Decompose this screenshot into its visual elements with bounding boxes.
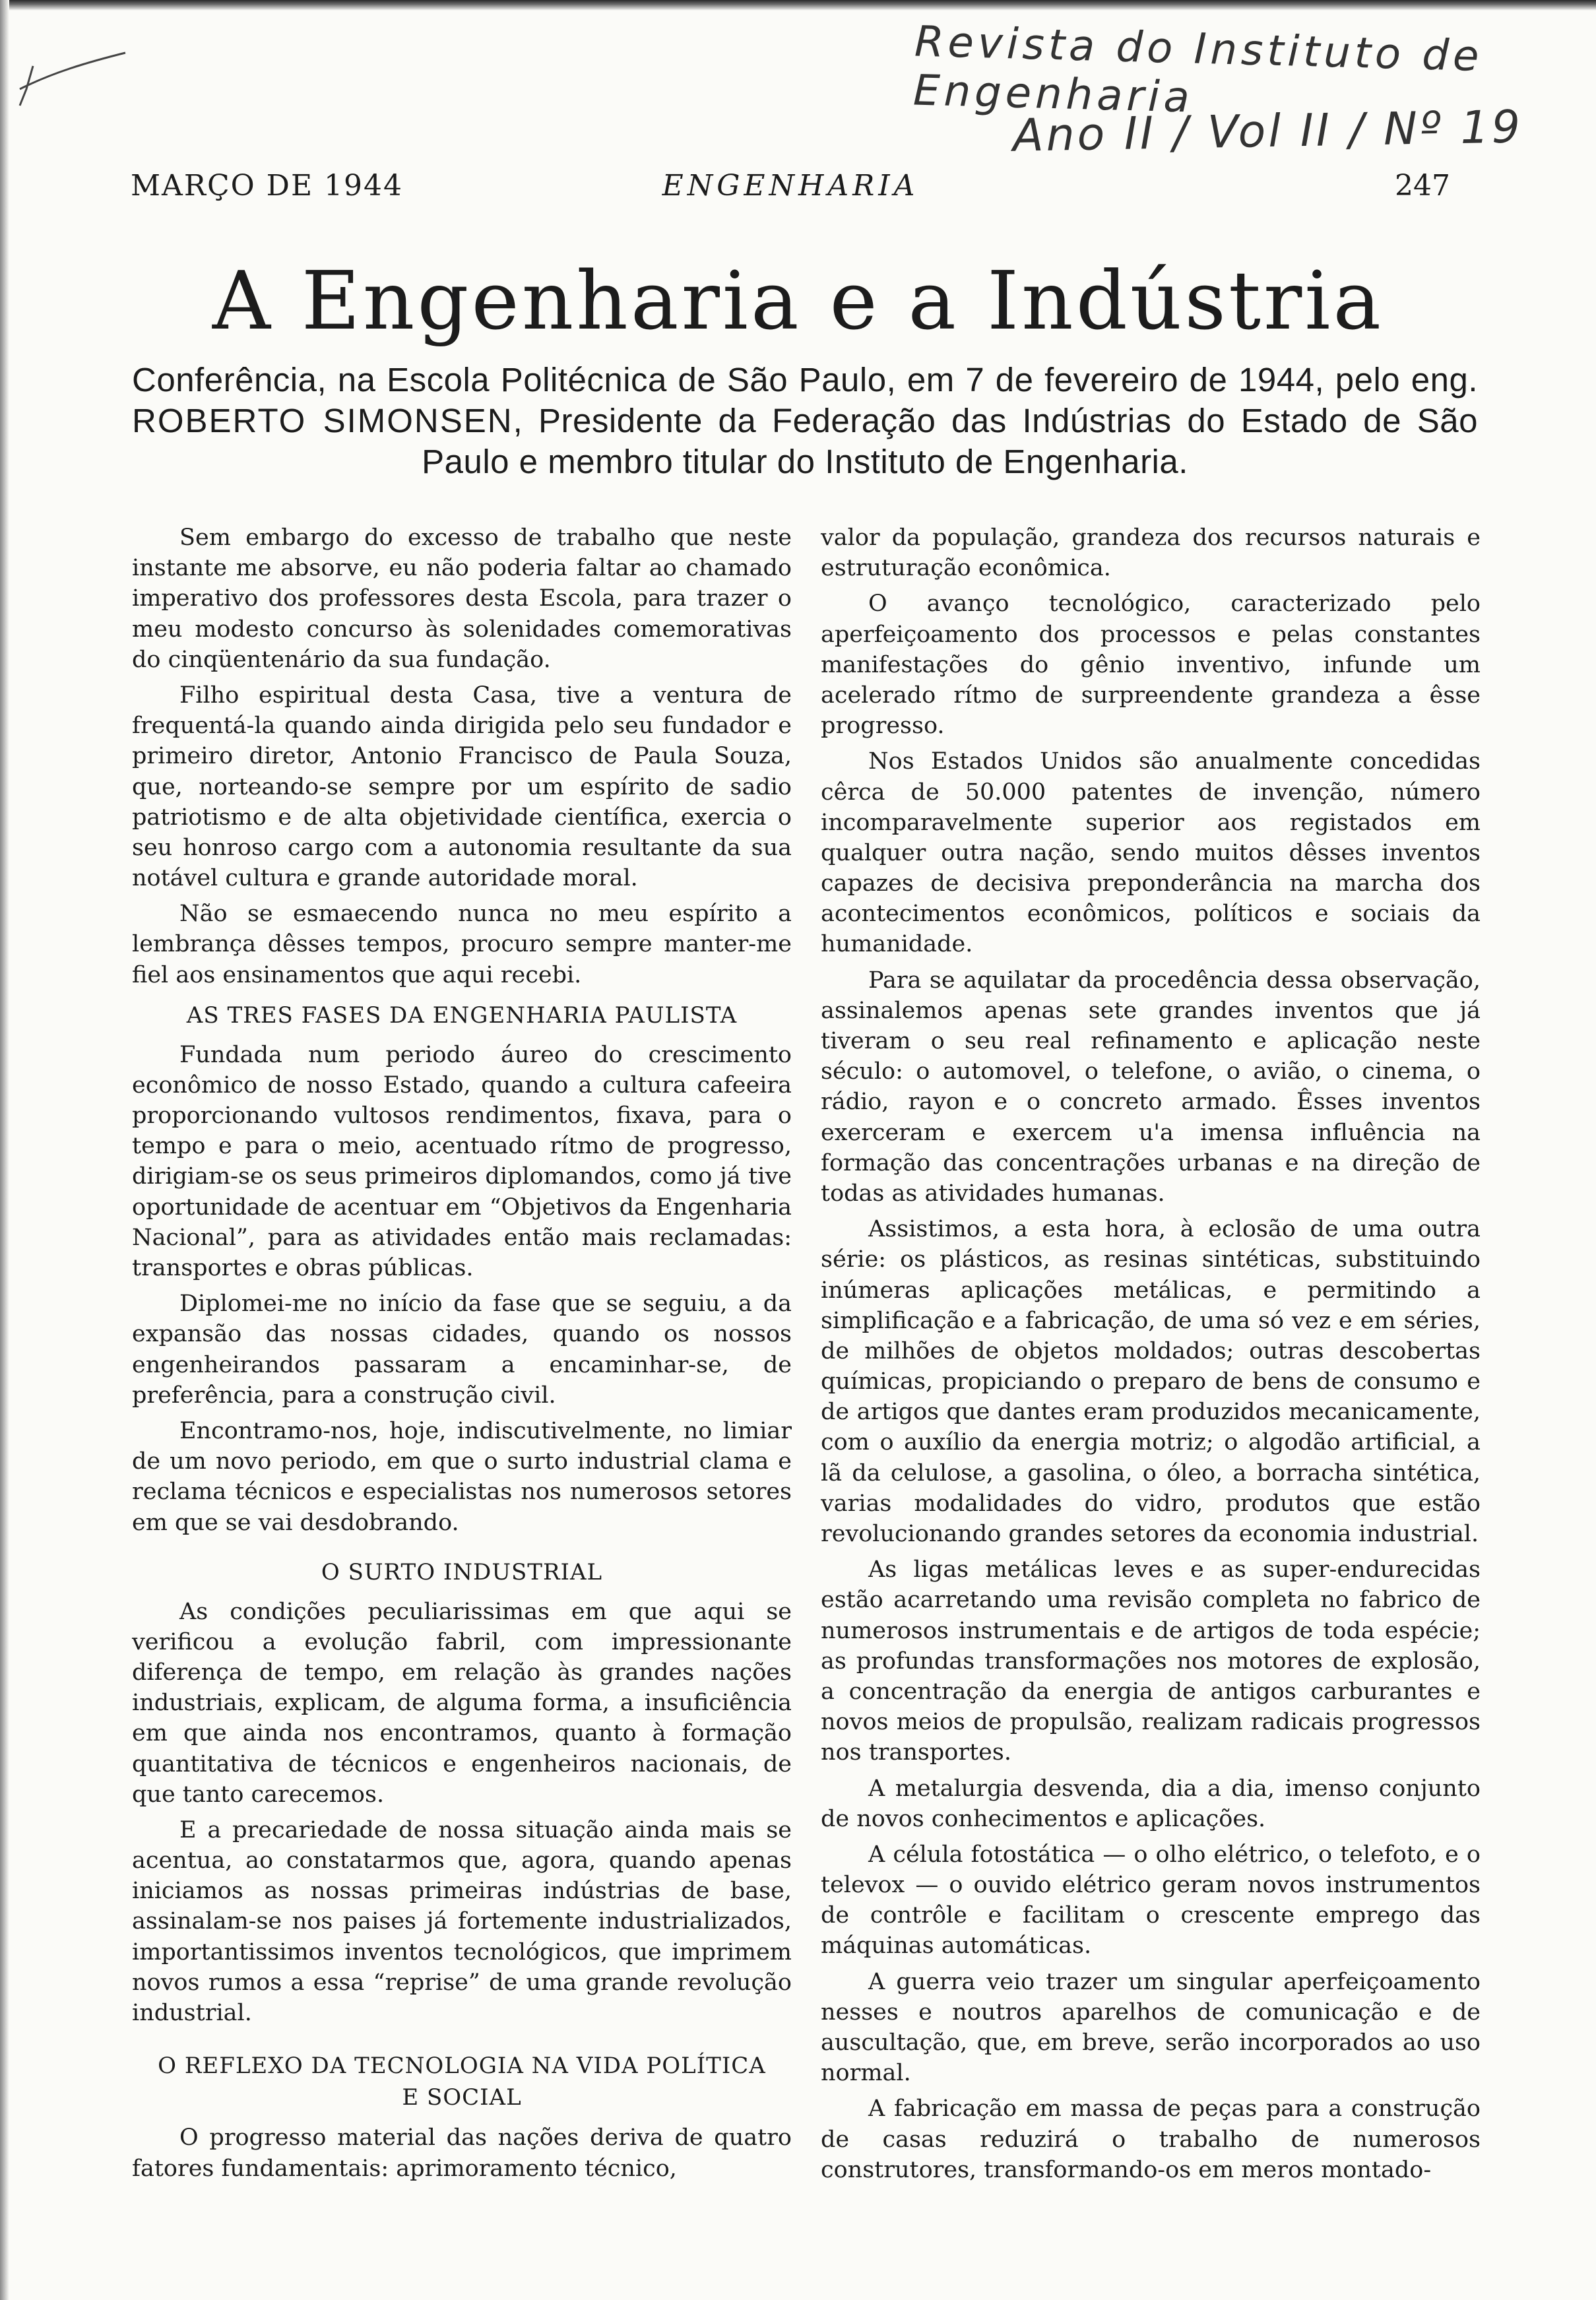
subtitle-tail: , Presidente da Federação das Indústrias do Estado de São Paulo e membro titular do Instituto de Engenharia. (422, 402, 1479, 481)
scan-edge-top (0, 0, 1596, 11)
paragraph: Assistimos, a esta hora, à eclosão de uma outra série: os plásticos, as resinas sintéticas, substituindo inúmeras aplicações metálicas, e permitindo a simplificação e a fabricação, de uma só vez e em séries, de milhões de objetos moldados; outras descobertas químicas, propiciando o preparo de bens de consumo e de artigos que dantes eram produzidos mecanicamente, com o auxílio da energia motriz; o algodão artificial, a lã da celulose, a gasolina, o óleo, a borracha sintética, varias modalidades do vidro, produtos que estão revolucionando grandes setores da economia industrial. (821, 1216, 1481, 1547)
paragraph: A metalurgia desvenda, dia a dia, imenso conjunto de novos conhecimentos e aplicações. (821, 1775, 1481, 1832)
paragraph: Diplomei-me no início da fase que se seguiu, a da expansão das nossas cidades, quando os nossos engenheirandos passaram a encaminhar-se, de preferência, para a construção civil. (132, 1291, 792, 1409)
handwritten-note-line2: Ano II / Vol II / Nº 19 (1012, 101, 1523, 162)
paragraph: As ligas metálicas leves e as super-endurecidas estão acarretando uma revisão completa no fabrico de numerosos instrumentais e de artigos de toda espécie; as profundas transformações nos motores de explosão, a concentração da energia de antigos carburantes e novos meios de propulsão, realizam radicais progressos nos transportes. (821, 1556, 1481, 1766)
author-name: ROBERTO SIMONSEN (132, 402, 513, 440)
paragraph: O progresso material das nações deriva de quatro fatores fundamentais: aprimoramento técnico, (132, 2124, 792, 2182)
subtitle-lead: Conferência, na Escola Politécnica de São Paulo, em 7 de fevereiro de 1944, pelo eng. (132, 361, 1478, 399)
paragraph: A célula fotostática — o olho elétrico, o telefoto, e o televox — o ouvido elétrico geram novos instrumentos de contrôle e facilitam o crescente emprego das máquinas automáticas. (821, 1841, 1481, 1960)
paragraph: A fabricação em massa de peças para a construção de casas reduzirá o trabalho de numerosos construtores, transformando-os em meros montado- (821, 2095, 1481, 2183)
paragraph: A guerra veio trazer um singular aperfeiçoamento nesses e noutros aparelhos de comunicação e de auscultação, que, em breve, serão incorporados ao uso normal. (821, 1968, 1481, 2087)
page-number: 247 (1395, 169, 1450, 203)
left-column (132, 523, 792, 2189)
right-column (821, 523, 1481, 2190)
article-title: A Engenharia e a Indústria (212, 254, 1384, 348)
paragraph: O avanço tecnológico, caracterizado pelo aperfeiçoamento dos processos e pelas constantes manifestações do gênio inventivo, infunde um acelerado rítmo de surpreendente grandeza a êsse progresso. (821, 591, 1481, 740)
section-heading: AS TRES FASES DA ENGENHARIA PAULISTA (186, 1002, 738, 1029)
paragraph: Nos Estados Unidos são anualmente concedidas cêrca de 50.000 patentes de invenção, número incomparavelmente superior aos registados em qualquer outra nação, sendo muitos dêsses inventos capazes de decisiva preponderância na marcha dos acontecimentos econômicos, políticos e sociais da humanidade. (821, 748, 1481, 958)
article-subtitle (132, 360, 1478, 483)
handwritten-note-line1: Revista do Instituto de Engenharia (912, 17, 1484, 123)
paragraph: valor da população, grandeza dos recursos naturais e estruturação econômica. (821, 525, 1481, 582)
paragraph: Sem embargo do excesso de trabalho que neste instante me absorve, eu não poderia faltar ao chamado imperativo dos professores desta Escola, para trazer o meu modesto concurso às solenidades comemorativas do cinqüentenário da sua fundação. (132, 525, 792, 673)
issue-date: MARÇO DE 1944 (131, 169, 404, 203)
paragraph: Encontramo-nos, hoje, indiscutivelmente, no limiar de um novo periodo, em que o surto industrial clama e reclama técnicos e especialistas nos numerosos setores em que se vai desdobrando. (132, 1417, 792, 1536)
paragraph: Fundada num periodo áureo do crescimento econômico de nosso Estado, quando a cultura cafeeira proporcionando vultosos rendimentos, fixava, para o tempo e para o meio, acentuado rítmo de progresso, dirigiam-se os seus primeiros diplomandos, como já tive oportunidade de acentuar em “Objetivos da Engenharia Nacional”, para as atividades então mais reclamadas: transportes e obras públicas. (132, 1041, 792, 1281)
paragraph: Para se aquilatar da procedência dessa observação, assinalemos apenas sete grandes inventos que já tiveram o seu real refinamento e aplicação neste século: o automovel, o telefone, o avião, o cinema, o rádio, rayon e o concreto armado. Êsses inventos exerceram e exercem u'a imensa influência na formação das concentrações urbanas e na direção de todas as atividades humanas. (821, 967, 1481, 1207)
paragraph: Filho espiritual desta Casa, tive a ventura de frequentá-la quando ainda dirigida pelo seu fundador e primeiro diretor, Antonio Francisco de Paula Souza, que, norteando-se sempre por um espírito de sadio patriotismo e de alta objetividade científica, exercia o seu honroso cargo com a autonomia resultante da sua notável cultura e grande autoridade moral. (132, 682, 792, 892)
paragraph: Não se esmaecendo nunca no meu espírito a lembrança dêsses tempos, procuro sempre manter-me fiel aos ensinamentos que aqui recebi. (132, 901, 792, 988)
section-heading-line1: O REFLEXO DA TECNOLOGIA NA VIDA POLÍTICA (158, 2053, 766, 2080)
paragraph: E a precariedade de nossa situação ainda mais se acentua, ao constatarmos que, agora, quando apenas iniciamos as nossas primeiras indústrias de base, assinalam-se nos paises já fortemente industrializados, importantissimos inventos tecnológicos, que imprimem novos rumos a essa “reprise” de uma grande revolução industrial. (132, 1816, 792, 2026)
magazine-name: ENGENHARIA (662, 169, 919, 203)
section-heading (132, 2051, 792, 2113)
section-heading: O SURTO INDUSTRIAL (321, 1558, 603, 1585)
pen-stroke-mark (13, 26, 132, 119)
paragraph: As condições peculiarissimas em que aqui se verificou a evolução fabril, com impressionante diferença de tempo, em relação às grandes nações industriais, explicam, de alguma forma, a insuficiência em que ainda nos encontramos, quanto à formação quantitativa de técnicos e engenheiros nacionais, de que tanto carecemos. (132, 1598, 792, 1808)
section-heading-line2: E SOCIAL (402, 2084, 522, 2111)
running-head (131, 165, 1450, 211)
